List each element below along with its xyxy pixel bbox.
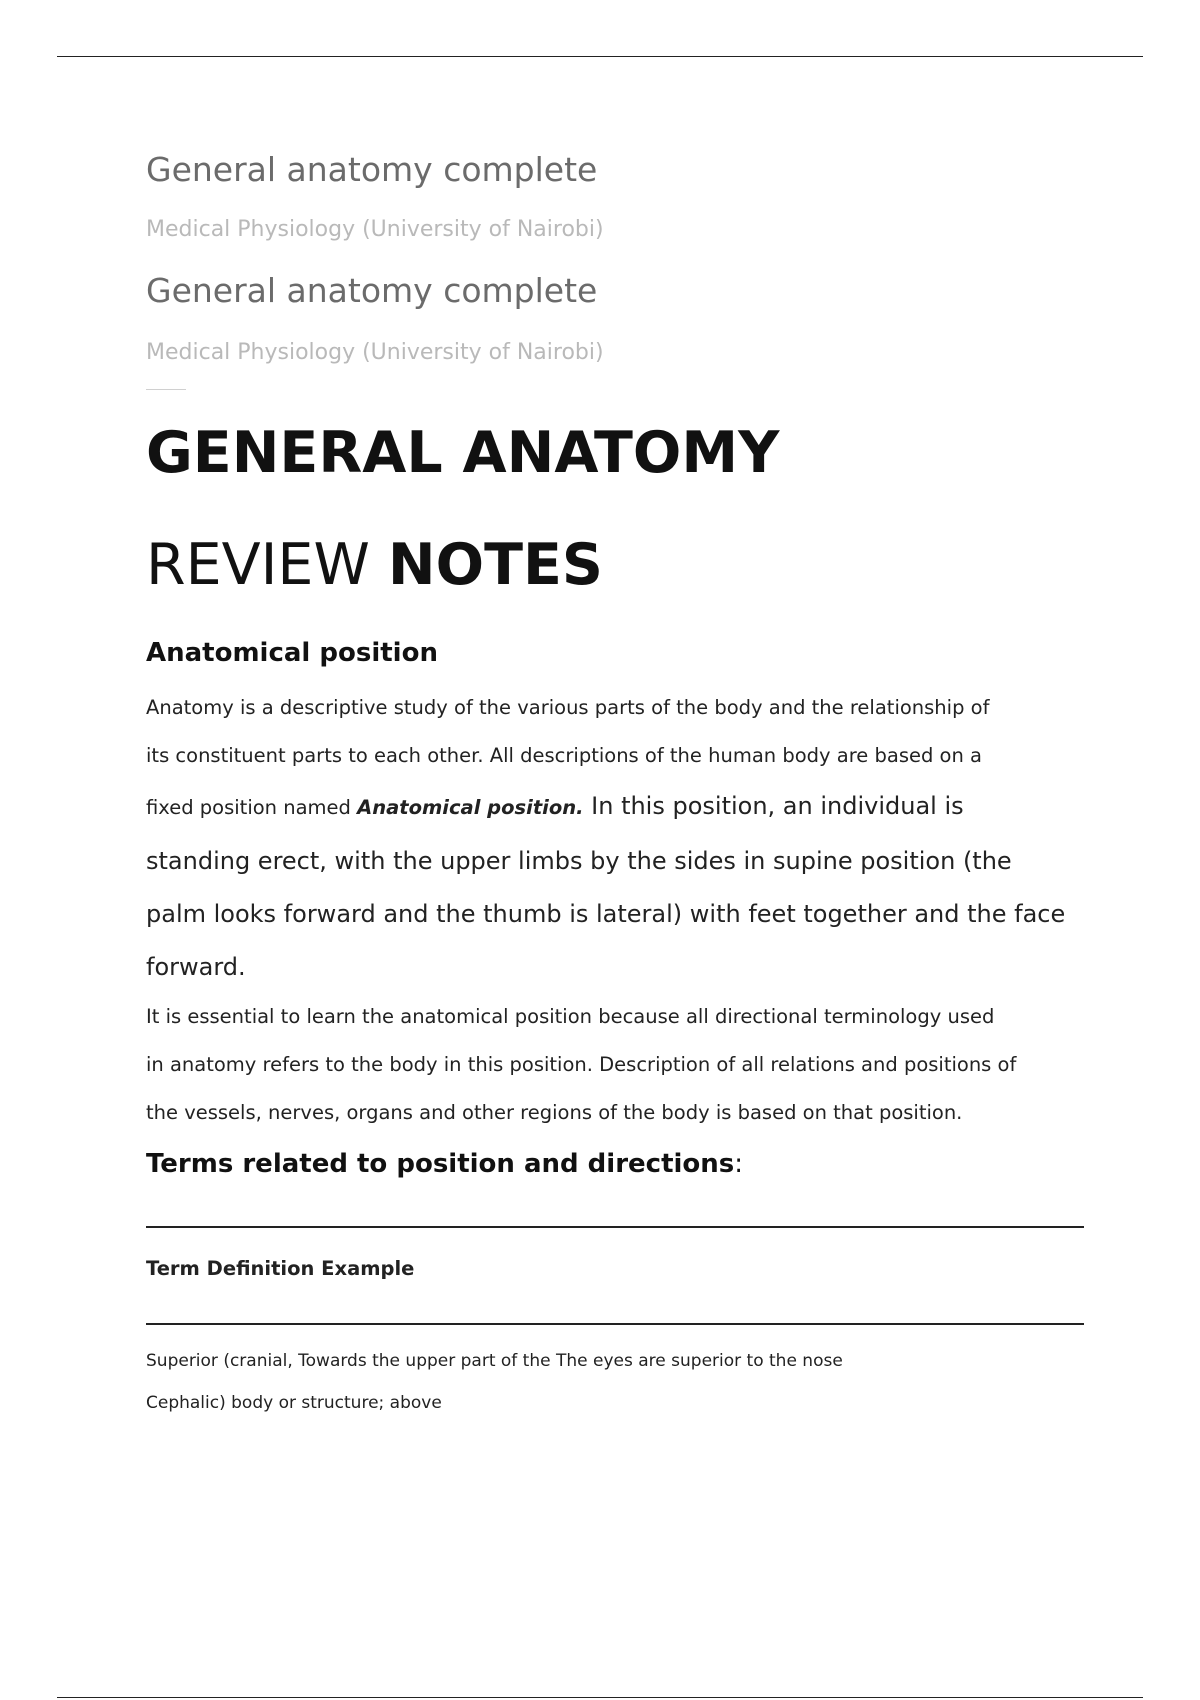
top-rule (57, 56, 1143, 57)
paragraph-text: fixed position named (146, 796, 358, 819)
paragraph-line: the vessels, nerves, organs and other regions of the body is based on that position. (146, 1101, 963, 1124)
table-row: Cephalic) body or structure; above (146, 1393, 442, 1413)
paragraph-text: In this position, an individual is (583, 792, 964, 820)
paragraph-line: palm looks forward and the thumb is lateral) with feet together and the face (146, 900, 1066, 928)
paragraph-line (146, 792, 964, 820)
paragraph-line: in anatomy refers to the body in this position. Description of all relations and positions of (146, 1053, 1017, 1076)
section-heading-colon: : (734, 1149, 744, 1179)
paragraph-line: forward. (146, 953, 246, 981)
paragraph-line: standing erect, with the upper limbs by the sides in supine position (the (146, 847, 1012, 875)
paragraph-line: Anatomy is a descriptive study of the various parts of the body and the relationship of (146, 696, 990, 719)
document-subtitle: Medical Physiology (University of Nairobi) (146, 217, 604, 242)
main-heading-bold: NOTES (387, 532, 603, 598)
document-subtitle-repeat: Medical Physiology (University of Nairobi) (146, 340, 604, 365)
paragraph-line: its constituent parts to each other. All descriptions of the human body are based on a (146, 744, 982, 767)
section-heading-terms-text: Terms related to position and directions (146, 1149, 735, 1179)
section-heading-terms (146, 1149, 743, 1179)
paragraph-line: It is essential to learn the anatomical position because all directional terminology used (146, 1005, 995, 1028)
main-heading-line2 (146, 532, 603, 598)
table-separator (146, 1226, 1084, 1228)
table-row: Superior (cranial, Towards the upper part of the The eyes are superior to the nose (146, 1351, 843, 1371)
section-heading-anatomical-position: Anatomical position (146, 638, 438, 668)
short-divider (146, 389, 186, 390)
document-title: General anatomy complete (146, 150, 598, 189)
document-title-repeat: General anatomy complete (146, 271, 598, 310)
table-separator (146, 1323, 1084, 1325)
bottom-rule (57, 1697, 1143, 1698)
emphasis-term: Anatomical position. (357, 796, 584, 819)
main-heading-light: REVIEW (146, 532, 388, 598)
table-header: Term Definition Example (146, 1257, 415, 1280)
main-heading-line1: GENERAL ANATOMY (146, 420, 780, 486)
